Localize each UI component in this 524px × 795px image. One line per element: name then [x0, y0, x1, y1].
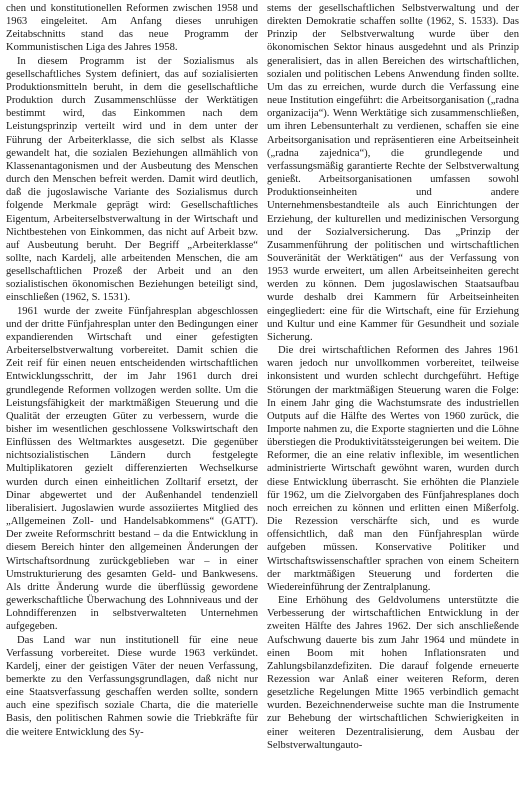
- left-column: [6, 2, 258, 752]
- two-column-layout: [6, 2, 519, 752]
- paragraph-self-management: stems der gesellschaftlichen Selbstverwaltung und der direkten Demokratie schaffen sollte (1962, S. 1533). Das Prinzip der Selbstverwaltung wurde über den ökonomischen Sektor hinaus ausgedehnt und als Prinzip generalisiert, das in allen Bereichen des wirtschaftlichen, sozialen und politischen Lebens Anwendung finden sollte. Um das zu erreichen, wurde durch die Verfassung eine neue Institution eingeführt: die Arbeitsorganisation („radna organizacija“). Wenn Werktätige sich zusammenschließen, um ihren Lebensunterhalt zu verdienen, schaffen sie eine Arbeitsorganisation und repräsentieren eine Arbeitseinheit („radna zajednica“), die grundlegende und verfassungsmäßig garantierte Rechte der Selbstverwaltung genießt. Arbeitsorganisationen umfassen sowohl Produktionseinheiten und andere Unternehmensbestandteile als auch Einrichtungen der Erziehung, der kulturellen und medizinischen Versorgung und der Sozialversicherung. Das „Prinzip der Zusammenführung der politischen und wirtschaftlichen Souveränität der Werktätigen“ aus der Verfassung von 1953 wurde erweitert, um allen Arbeitseinheiten gerecht werden zu können. Dem jugoslawischen Staatsaufbau wurde deshalb drei Kammern für Arbeitseinheiten eingegliedert: eine für die Wirtschaft, eine für Erziehung und Kultur und eine Kammer für Gesundheit und soziale Sicherung.: [267, 3, 519, 343]
- paragraph-constitution-1963: Das Land war nun institutionell für eine neue Verfassung vorbereitet. Diese wurde 1963 verkündet. Kardelj, einer der geistigen Väter der neuen Verfassung, bemerkte zu den Verfassungsgrundlagen, daß nicht nur eine Staatsverfassung geschaffen werden sollte, sondern auch eine spezifisch soziale Charta, die die materielle Basis, den politischen Rahmen sowie die Triebkräfte für die weitere Entwicklung des Sy-: [6, 634, 258, 738]
- paragraph-money-volume: Eine Erhöhung des Geldvolumens unterstützte die Verbesserung der wirtschaftlichen Entwicklung in der zweiten Hälfte des Jahres 1962. Der sich anschließende Aufschwung dauerte bis zum Jahr 1964 und mündete in einen Boom mit hohen Inflationsraten und Zahlungsbilanzdefiziten. Die darauf folgende erneuerte Rezession war Anlaß einer weiteren Reform, deren gesetzliche Regelungen Mitte 1965 verbindlich gemacht wurden. Bezeichnenderweise suchte man die Instrumente zur Behebung der wirtschaftlichen Schwierigkeiten in einer weiteren Dezentralisierung, dem Ausbau der Selbstverwaltungauto-: [267, 595, 519, 751]
- right-column: [267, 2, 519, 752]
- paragraph-reforms-1961: 1961 wurde der zweite Fünfjahresplan abgeschlossen und der dritte Fünfjahresplan unter den Bedingungen einer expandierenden Wirtschaft und einer gefestigten Arbeiterselbstverwaltung vorbereitet. Damit schien die Zeit reif für einen neuen entscheidenden wirtschaftlichen Entwicklungsschritt, der im Jahr 1961 durch drei grundlegende Reformen vollzogen werden sollte. Um die Leistungsfähigkeit der marktmäßigen Steuerung und die Qualität der erzeugten Güter zu verbessern, wurde die bisher im wesentlichen geschlossene Volkswirtschaft den Einflüssen des Weltmarktes ausgesetzt. Die gegenüber nichtsozialistischen Ländern durch festgelegte Multiplikatoren gezielt differenzierten Wechselkurse wurden durch einen einheitlichen Zolltarif ersetzt, der Dinar abgewertet und der Außenhandel tendenziell liberalisiert. Jugoslawien wurde assoziiertes Mitglied des „Allgemeinen Zoll- und Handelsabkommens“ (GATT). Der zweite Reformschritt bestand – da die Entwicklung in diesem Bereich hinter den allgemeinen Änderungen der Wirtschaftsordnung zurückgeblieben war – in einer Umstrukturierung des gesamten Geld- und Bankwesens. Als dritte Änderung wurde die überflüssig gewordene gewerkschaftliche Überwachung des Lohnniveaus und der Lohndifferenzen in selbstverwalteten Unternehmen aufgegeben.: [6, 305, 258, 633]
- paragraph-continuation: chen und konstitutionellen Reformen zwischen 1958 und 1963 eingeleitet. Am Anfang dieses unruhigen Zeitabschnitts stand das neue Programm der Kommunistischen Liga des Jahres 1958.: [6, 3, 258, 54]
- paragraph-reform-failure: Die drei wirtschaftlichen Reformen des Jahres 1961 waren jedoch nur unvollkommen vorbereitet, teilweise inkonsistent und wurden schlecht durchgeführt. Heftige Störungen der marktmäßigen Steuerung waren die Folge: In einem Jahr ging die Wachstumsrate des industriellen Outputs auf die Hälfte des Wertes von 1960 zurück, die Importe nahmen zu, die Exporte stagnierten und die Löhne überstiegen die Produktivitätssteigerungen bei weitem. Die Reformer, die an eine relativ inflexible, im wesentlichen administrierte Wirtschaft gewöhnt waren, wurden durch diese Entwicklung überrascht. Sie erhöhten die Planziele für 1962, um die Zielvorgaben des Fünfjahresplanes doch noch erreichen zu können und erlitten einen Mißerfolg. Die Rezession verschärfte sich, und es wurde offensichtlich, daß man den Fünfjahresplan würde aufgeben müssen. Konservative Politiker und Wirtschaftswissenschaftler sprachen von einem Scheitern der marktmäßigen Steuerung und forderten die Wiedereinführung der Zentralplanung.: [267, 345, 519, 593]
- paragraph-program-1958: In diesem Programm ist der Sozialismus als gesellschaftliches System definiert, das auf sozialisierten Produktionsmitteln beruht, in dem die gesellschaftliche Produktion durch Zusammenschlüsse der Werktätigen bestimmt wird, das Einkommen nach dem Leistungsprinzip verteilt wird und in dem unter der Führung der Arbeiterklasse, die sich selbst als Klasse gewandelt hat, die sozialen Beziehungen allmählich von Klassenantagonismen und der Ausbeutung des Menschen durch den Menschen befreit werden. Damit wird deutlich, daß die jugoslawische Variante des Sozialismus durch folgende Merkmale geprägt wird: Gesellschaftliches Eigentum, Arbeiterselbstverwaltung in der Wirtschaft und Nichtbestehen von Einkommen, das nicht auf Arbeit bzw. auf Ausbeutung beruht. Der Begriff „Arbeiterklasse“ sollte, nach Kardelj, alle arbeitenden Menschen, die am gesellschaftlichen Prozeß der Arbeit und an den sozialistischen ökonomischen Beziehungen beteiligt sind, einschließen (1962, S. 1531).: [6, 55, 258, 304]
